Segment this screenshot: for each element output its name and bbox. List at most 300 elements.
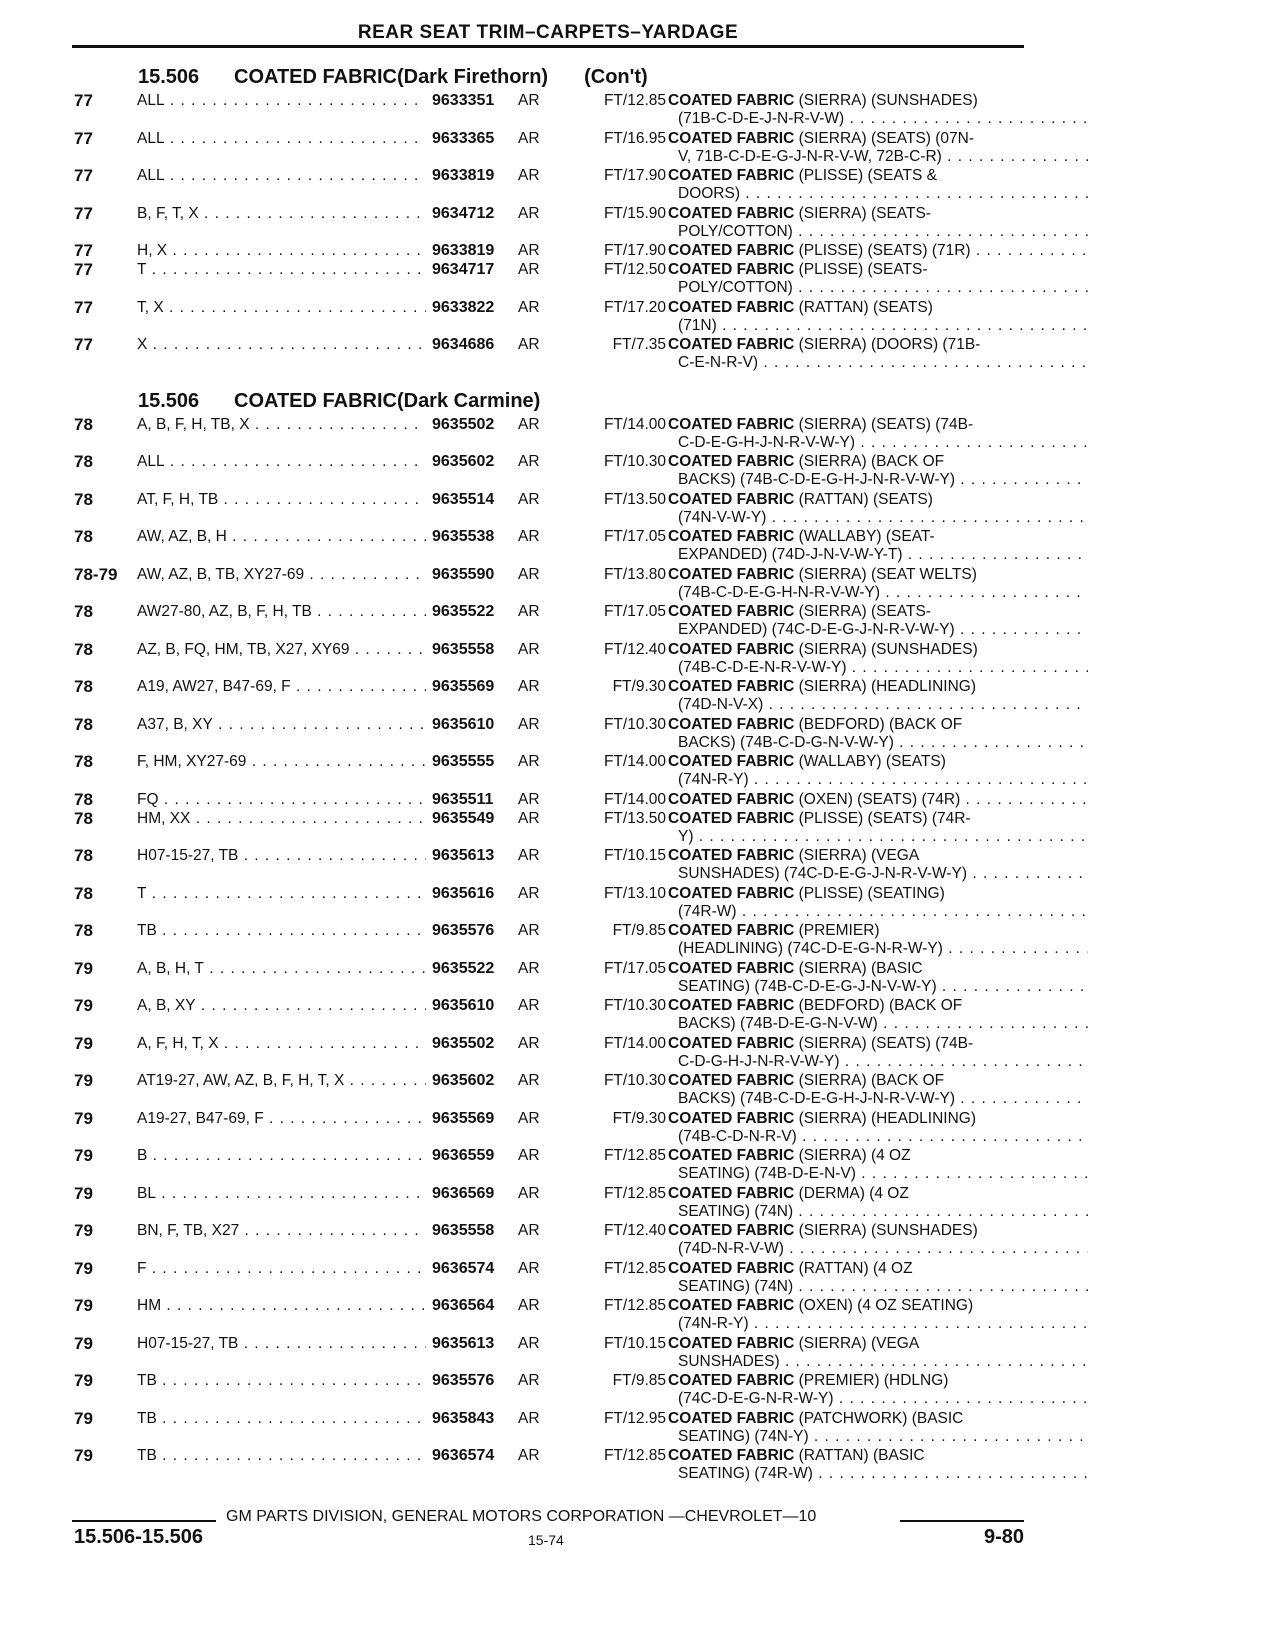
description-line-2: SEATING) (74R-W) . . . [668, 1465, 1088, 1483]
unit-price: FT/15.90 [603, 204, 666, 222]
description-detail: (SIERRA) (BASIC [798, 959, 923, 977]
part-number: 9635569 [426, 678, 512, 696]
description-keyword: COATED FABRIC [668, 809, 795, 827]
description-keyword: COATED FABRIC [668, 1447, 795, 1464]
description-line-2: (74N-V-W-Y) . . . [668, 509, 1088, 527]
description-keyword: COATED FABRIC [668, 1184, 795, 1202]
description-line-1 [668, 130, 1088, 148]
quantity: AR [518, 959, 540, 977]
description-keyword: COATED FABRIC [668, 1034, 795, 1052]
model-list: T . . . [137, 261, 482, 279]
part-number: 9635613 [426, 1335, 512, 1353]
quantity: AR [518, 1147, 540, 1164]
part-description [668, 92, 1088, 128]
part-number: 9635569 [426, 1110, 512, 1128]
description-detail: (SIERRA) (SEATS) (07N- [798, 129, 975, 147]
table-row [74, 416, 1024, 454]
model-list: BN, F, TB, X27 . . . [137, 1222, 482, 1240]
description-line-1 [668, 242, 1088, 260]
figure-number: 77 [74, 166, 93, 185]
model-list: FQ . . . [137, 791, 482, 809]
quantity: AR [518, 1297, 540, 1314]
description-detail: (BEDFORD) (BACK OF [798, 715, 963, 733]
part-number: 9635558 [426, 641, 512, 659]
quantity: AR [518, 678, 540, 695]
unit-price: FT/12.40 [603, 1222, 666, 1239]
part-number: 9635502 [426, 416, 512, 434]
model-list: AZ, B, FQ, HM, TB, X27, XY69 . . . [137, 641, 482, 659]
description-line-2: (74B-C-D-N-R-V) . . . [668, 1128, 1088, 1146]
part-description [668, 603, 1088, 639]
figure-number: 78-79 [74, 564, 118, 584]
model-list: A19, AW27, B47-69, F . . . [137, 678, 482, 696]
table-row [74, 566, 1024, 604]
part-number: 9633819 [426, 167, 512, 185]
description-line-1 [668, 922, 1088, 940]
description-line-1 [668, 261, 1088, 279]
description-line-1 [668, 1410, 1088, 1428]
unit-price: FT/12.85 [603, 1147, 666, 1164]
part-description [668, 261, 1088, 297]
quantity: AR [518, 1072, 540, 1089]
description-line-1 [668, 1185, 1088, 1203]
part-number: 9635610 [426, 997, 512, 1015]
continued-label: (Con't) [584, 66, 648, 88]
quantity: AR [518, 790, 540, 808]
unit-price: FT/12.40 [603, 640, 666, 658]
quantity: AR [518, 1222, 540, 1239]
description-line-2: (74B-C-D-E-N-R-V-W-Y) . . . [668, 659, 1088, 677]
quantity: AR [518, 204, 540, 222]
table-row [74, 1110, 1024, 1148]
part-number: 9635502 [426, 1035, 512, 1053]
model-list: A37, B, XY . . . [137, 716, 482, 734]
quantity: AR [518, 336, 540, 353]
unit-price: FT/17.90 [603, 167, 666, 184]
table-row [74, 603, 1024, 641]
description-detail: (SIERRA) (DOORS) (71B- [798, 336, 981, 353]
part-number: 9636569 [426, 1185, 512, 1203]
unit-price: FT/10.15 [603, 847, 666, 864]
model-list: A19-27, B47-69, F . . . [137, 1110, 482, 1128]
part-number: 9633822 [426, 299, 512, 317]
figure-number: 78 [74, 789, 93, 809]
table-row [74, 1147, 1024, 1185]
unit-price: FT/9.85 [612, 1372, 666, 1389]
description-detail: (RATTAN) (BASIC [798, 1447, 925, 1464]
description-line-2: SUNSHADES) . . . [668, 1353, 1088, 1371]
footer-corporation: GM PARTS DIVISION, GENERAL MOTORS CORPORATION —CHEVROLET—10 [226, 1508, 817, 1525]
description-keyword: COATED FABRIC [668, 603, 795, 620]
figure-number: 79 [74, 1183, 93, 1203]
part-description [668, 1072, 1088, 1108]
part-description [668, 1222, 1088, 1258]
figure-number: 78 [74, 752, 93, 771]
model-list: A, B, XY . . . [137, 997, 482, 1015]
description-line-1 [668, 336, 1088, 354]
description-line-1 [668, 678, 1088, 696]
model-list: ALL . . . [137, 92, 482, 110]
figure-number: 77 [74, 297, 93, 317]
description-line-1 [668, 753, 1088, 771]
part-description [668, 791, 1088, 809]
quantity: AR [518, 1409, 540, 1427]
part-description [668, 997, 1088, 1033]
figure-number: 79 [74, 1296, 93, 1315]
part-number: 9635590 [426, 566, 512, 584]
unit-price: FT/10.30 [603, 997, 666, 1014]
unit-price: FT/17.20 [603, 298, 666, 316]
part-description [668, 1185, 1088, 1221]
description-keyword: COATED FABRIC [668, 261, 795, 278]
part-description [668, 847, 1088, 883]
description-detail: (SIERRA) (SEATS- [798, 204, 931, 222]
figure-number: 79 [74, 1333, 93, 1353]
description-line-1 [668, 847, 1088, 865]
unit-price: FT/12.95 [603, 1409, 666, 1427]
description-detail: (WALLABY) (SEAT- [798, 528, 935, 545]
figure-number: 77 [74, 128, 93, 148]
table-row [74, 960, 1024, 998]
part-number: 9634686 [426, 336, 512, 354]
quantity: AR [518, 261, 540, 278]
description-detail: (OXEN) (4 OZ SEATING) [798, 1297, 974, 1314]
part-description [668, 1372, 1088, 1408]
firethorn-rows [74, 92, 1024, 374]
model-list: H07-15-27, TB . . . [137, 1335, 482, 1353]
unit-price: FT/13.50 [603, 490, 666, 508]
description-keyword: COATED FABRIC [668, 753, 795, 770]
unit-price: FT/10.30 [603, 715, 666, 733]
description-line-2: (71N) . . . [668, 317, 1088, 335]
footer-rule-right [900, 1520, 1024, 1522]
description-line-2: BACKS) (74B-C-D-G-N-V-W-Y) . . . [668, 734, 1088, 752]
model-list: T, X . . . [137, 299, 482, 317]
figure-number: 78 [74, 677, 93, 696]
description-detail: (PREMIER) (HDLNG) [798, 1372, 949, 1389]
description-line-1 [668, 1260, 1088, 1278]
description-line-1 [668, 92, 1088, 110]
unit-price: FT/12.85 [603, 92, 666, 109]
quantity: AR [518, 922, 540, 939]
description-keyword: COATED FABRIC [668, 1072, 795, 1089]
model-list: H, X . . . [137, 242, 482, 260]
table-row [74, 336, 1024, 374]
unit-price: FT/12.85 [603, 1297, 666, 1314]
part-number: 9635602 [426, 453, 512, 471]
description-keyword: COATED FABRIC [668, 415, 795, 433]
table-row [74, 491, 1024, 529]
quantity: AR [518, 809, 540, 827]
table-row [74, 997, 1024, 1035]
figure-number: 77 [74, 203, 93, 223]
part-number: 9636574 [426, 1260, 512, 1278]
description-line-2: POLY/COTTON) . . . [668, 279, 1088, 297]
description-keyword: COATED FABRIC [668, 204, 795, 222]
figure-number: 78 [74, 527, 93, 546]
description-detail: (PLISSE) (SEATS & [798, 167, 937, 184]
quantity: AR [518, 528, 540, 545]
figure-number: 79 [74, 1071, 93, 1090]
description-line-2: C-E-N-R-V) . . . [668, 354, 1088, 372]
description-detail: (PREMIER) [798, 922, 880, 939]
unit-price: FT/16.95 [603, 129, 666, 147]
table-row [74, 167, 1024, 205]
figure-number: 79 [74, 1221, 93, 1240]
table-row [74, 641, 1024, 679]
description-line-2: C-D-G-H-J-N-R-V-W-Y) . . . [668, 1053, 1088, 1071]
quantity: AR [518, 1259, 540, 1277]
model-list: AW, AZ, B, TB, XY27-69 . . . [137, 566, 482, 584]
carmine-rows [74, 416, 1024, 1485]
description-line-2: EXPANDED) (74D-J-N-V-W-Y-T) . . . [668, 546, 1088, 564]
table-row [74, 753, 1024, 791]
table-row [74, 1185, 1024, 1223]
description-line-2: (HEADLINING) (74C-D-E-G-N-R-W-Y) . . . [668, 940, 1088, 958]
table-row [74, 1410, 1024, 1448]
description-keyword: COATED FABRIC [668, 167, 795, 184]
description-line-2: (74B-C-D-E-G-H-N-R-V-W-Y) . . . [668, 584, 1088, 602]
description-detail: (SIERRA) (SUNSHADES) [798, 1222, 978, 1239]
figure-number: 78 [74, 602, 93, 621]
part-description [668, 528, 1088, 564]
description-line-2: SEATING) (74B-C-D-E-G-J-N-V-W-Y) . . . [668, 978, 1088, 996]
quantity: AR [518, 490, 540, 508]
description-line-1 [668, 1110, 1088, 1128]
description-detail: (PLISSE) (SEATING) [798, 884, 945, 902]
model-list: TB . . . [137, 1447, 482, 1465]
table-row [74, 922, 1024, 960]
description-line-1 [668, 885, 1088, 903]
description-line-1 [668, 299, 1088, 317]
unit-price: FT/14.00 [603, 415, 666, 433]
unit-price: FT/9.30 [612, 1109, 666, 1127]
description-line-2: SUNSHADES) (74C-D-E-G-J-N-R-V-W-Y) . . . [668, 865, 1088, 883]
description-keyword: COATED FABRIC [668, 490, 795, 508]
description-line-2: (74D-N-R-V-W) . . . [668, 1240, 1088, 1258]
part-description [668, 885, 1088, 921]
description-detail: (OXEN) (SEATS) (74R) [798, 790, 961, 808]
quantity: AR [518, 167, 540, 184]
model-list: BL . . . [137, 1185, 482, 1203]
description-line-1 [668, 960, 1088, 978]
table-row [74, 1035, 1024, 1073]
description-line-2: (74C-D-E-G-N-R-W-Y) . . . [668, 1390, 1088, 1408]
quantity: AR [518, 1447, 540, 1464]
quantity: AR [518, 453, 540, 470]
part-description [668, 641, 1088, 677]
model-list: B . . . [137, 1147, 482, 1165]
description-line-2: SEATING) (74B-D-E-N-V) . . . [668, 1165, 1088, 1183]
part-description [668, 716, 1088, 752]
figure-number: 77 [74, 260, 93, 279]
unit-price: FT/9.85 [612, 922, 666, 939]
part-description [668, 1110, 1088, 1146]
description-detail: (SIERRA) (SEAT WELTS) [798, 565, 977, 583]
table-row [74, 1335, 1024, 1373]
description-line-2: (74R-W) . . . [668, 903, 1088, 921]
description-detail: (RATTAN) (4 OZ [798, 1259, 913, 1277]
description-line-1 [668, 1222, 1088, 1240]
table-row [74, 885, 1024, 923]
table-row [74, 453, 1024, 491]
description-line-2: EXPANDED) (74C-D-E-G-J-N-R-V-W-Y) . . . [668, 621, 1088, 639]
description-detail: (SIERRA) (HEADLINING) [798, 678, 977, 695]
description-keyword: COATED FABRIC [668, 790, 795, 808]
table-row [74, 528, 1024, 566]
description-line-1 [668, 716, 1088, 734]
part-number: 9636564 [426, 1297, 512, 1315]
figure-number: 78 [74, 714, 93, 734]
quantity: AR [518, 847, 540, 864]
section-heading-carmine [74, 386, 1024, 416]
part-description [668, 167, 1088, 203]
figure-number: 79 [74, 958, 93, 978]
description-keyword: COATED FABRIC [668, 528, 795, 545]
table-row [74, 92, 1024, 130]
figure-number: 79 [74, 1371, 93, 1390]
table-row [74, 1072, 1024, 1110]
footer-date: 9-80 [983, 1526, 1024, 1548]
unit-price: FT/17.05 [603, 528, 666, 545]
part-description [668, 1035, 1088, 1071]
description-line-1 [668, 791, 1088, 809]
description-line-2: (74N-R-Y) . . . [668, 771, 1088, 789]
part-description [668, 336, 1088, 372]
table-row [74, 1260, 1024, 1298]
unit-price: FT/10.30 [603, 453, 666, 470]
description-detail: (SIERRA) (VEGA [798, 847, 920, 864]
description-line-1 [668, 810, 1088, 828]
model-list: HM, XX . . . [137, 810, 482, 828]
description-line-1 [668, 1147, 1088, 1165]
description-detail: (SIERRA) (SEATS) (74B- [798, 415, 974, 433]
part-number: 9635549 [426, 810, 512, 828]
figure-number: 79 [74, 1108, 93, 1128]
description-keyword: COATED FABRIC [668, 1222, 795, 1239]
footer-rule-left [72, 1520, 216, 1522]
unit-price: FT/14.00 [603, 790, 666, 808]
unit-price: FT/14.00 [603, 753, 666, 770]
description-line-2: (74D-N-V-X) . . . [668, 696, 1088, 714]
part-description [668, 453, 1088, 489]
description-line-1 [668, 167, 1088, 185]
description-line-2: BACKS) (74B-C-D-E-G-H-J-N-R-V-W-Y) . . . [668, 471, 1088, 489]
quantity: AR [518, 1372, 540, 1389]
model-list: A, F, H, T, X . . . [137, 1035, 482, 1053]
section-number: 15.506 [138, 389, 200, 412]
part-number: 9636574 [426, 1447, 512, 1465]
description-line-1 [668, 205, 1088, 223]
description-keyword: COATED FABRIC [668, 129, 795, 147]
model-list: F . . . [137, 1260, 482, 1278]
model-list: HM . . . [137, 1297, 482, 1315]
unit-price: FT/10.15 [603, 1334, 666, 1352]
part-number: 9633365 [426, 130, 512, 148]
description-keyword: COATED FABRIC [668, 1147, 795, 1164]
table-row [74, 716, 1024, 754]
description-line-1 [668, 566, 1088, 584]
description-line-1 [668, 1447, 1088, 1465]
part-number: 9635576 [426, 1372, 512, 1390]
figure-number: 77 [74, 241, 93, 260]
model-list: TB . . . [137, 1410, 482, 1428]
description-detail: (WALLABY) (SEATS) [798, 753, 946, 770]
description-keyword: COATED FABRIC [668, 922, 795, 939]
figure-number: 77 [74, 91, 93, 110]
footer-group-range: 15.506-15.506 [74, 1526, 204, 1548]
description-line-1 [668, 1297, 1088, 1315]
description-keyword: COATED FABRIC [668, 997, 795, 1014]
quantity: AR [518, 715, 540, 733]
table-row [74, 130, 1024, 168]
figure-number: 78 [74, 452, 93, 471]
figure-number: 79 [74, 1408, 93, 1428]
part-number: 9633351 [426, 92, 512, 110]
model-list: ALL . . . [137, 453, 482, 471]
unit-price: FT/12.85 [603, 1184, 666, 1202]
description-keyword: COATED FABRIC [668, 678, 795, 695]
quantity: AR [518, 415, 540, 433]
quantity: AR [518, 1334, 540, 1352]
description-keyword: COATED FABRIC [668, 242, 795, 259]
description-line-2: (74N-R-Y) . . . [668, 1315, 1088, 1333]
description-keyword: COATED FABRIC [668, 92, 795, 109]
table-row [74, 242, 1024, 261]
description-keyword: COATED FABRIC [668, 1259, 795, 1277]
unit-price: FT/14.00 [603, 1034, 666, 1052]
description-line-1 [668, 997, 1088, 1015]
model-list: F, HM, XY27-69 . . . [137, 753, 482, 771]
unit-price: FT/12.85 [603, 1447, 666, 1464]
description-line-2: POLY/COTTON) . . . [668, 223, 1088, 241]
description-keyword: COATED FABRIC [668, 1372, 795, 1389]
description-line-2: (71B-C-D-E-J-N-R-V-W) . . . [668, 110, 1088, 128]
part-description [668, 1447, 1088, 1483]
description-keyword: COATED FABRIC [668, 1334, 795, 1352]
model-list: AW27-80, AZ, B, F, H, TB . . . [137, 603, 482, 621]
description-line-1 [668, 1072, 1088, 1090]
description-keyword: COATED FABRIC [668, 847, 795, 864]
description-detail: (BEDFORD) (BACK OF [798, 997, 963, 1014]
quantity: AR [518, 997, 540, 1014]
unit-price: FT/13.10 [603, 884, 666, 902]
description-keyword: COATED FABRIC [668, 298, 795, 316]
unit-price: FT/10.30 [603, 1072, 666, 1089]
part-description [668, 205, 1088, 241]
table-row [74, 847, 1024, 885]
model-list: TB . . . [137, 1372, 482, 1390]
section-heading-firethorn [74, 62, 1024, 92]
description-line-1 [668, 491, 1088, 509]
description-line-2: SEATING) (74N) . . . [668, 1203, 1088, 1221]
description-detail: (SIERRA) (VEGA [798, 1334, 920, 1352]
model-list: X . . . [137, 336, 482, 354]
quantity: AR [518, 242, 540, 259]
table-row [74, 205, 1024, 243]
model-list: A, B, H, T . . . [137, 960, 482, 978]
description-line-2: SEATING) (74N) . . . [668, 1278, 1088, 1296]
figure-number: 78 [74, 846, 93, 865]
quantity: AR [518, 298, 540, 316]
figure-number: 79 [74, 1146, 93, 1165]
description-detail: (RATTAN) (SEATS) [798, 298, 933, 316]
description-keyword: COATED FABRIC [668, 959, 795, 977]
quantity: AR [518, 753, 540, 770]
quantity: AR [518, 129, 540, 147]
unit-price: FT/17.05 [603, 959, 666, 977]
figure-number: 78 [74, 489, 93, 509]
